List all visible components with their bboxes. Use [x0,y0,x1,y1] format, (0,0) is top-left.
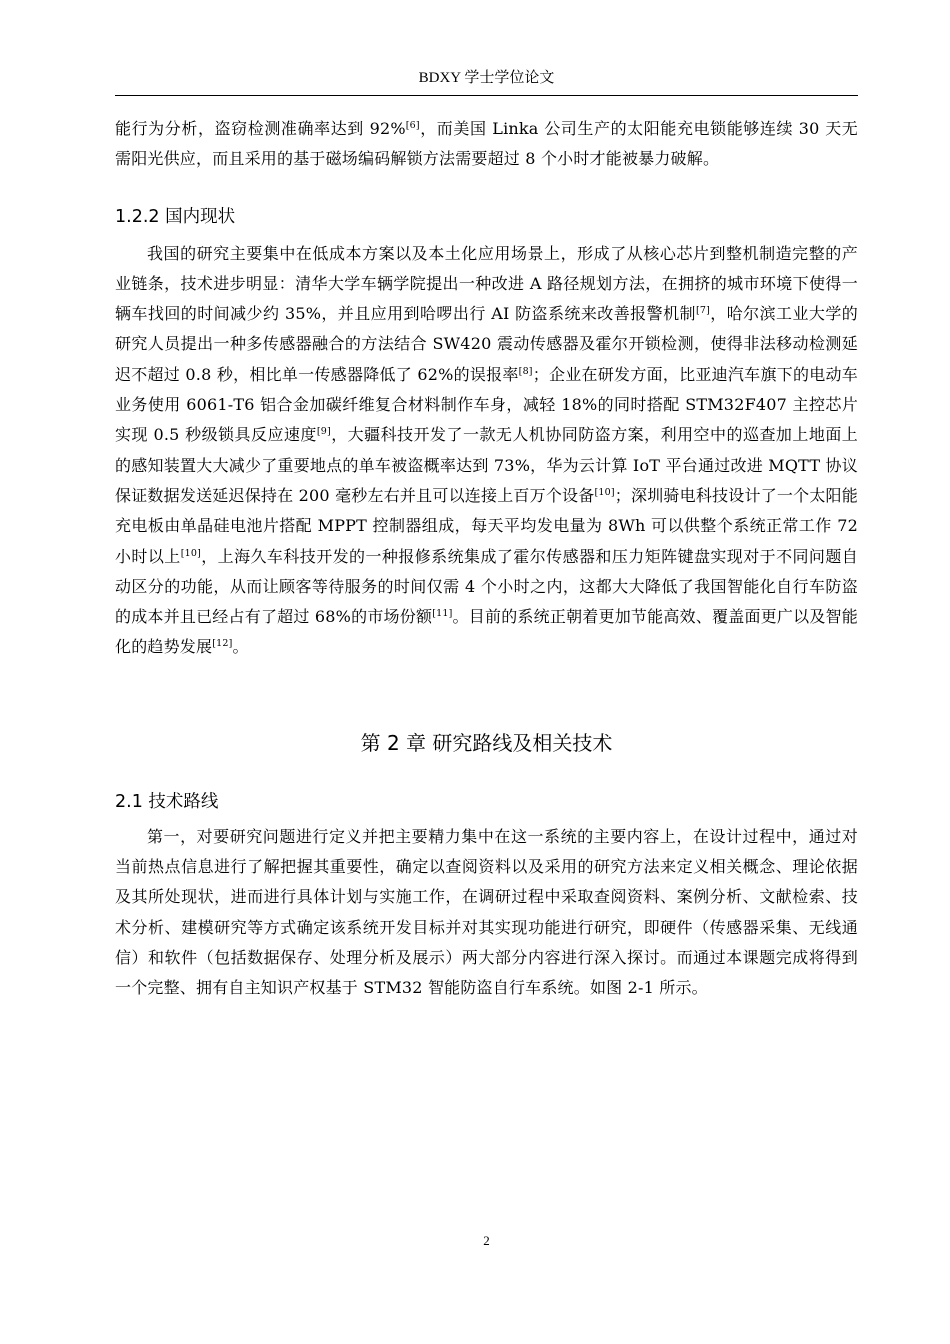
citation: [10] [180,547,202,559]
page-body [115,114,858,1004]
paragraph-domestic-status: 我国的研究主要集中在低成本方案以及本土化应用场景上，形成了从核心芯片到整机制造完整的产业链条，技术进步明显：清华大学车辆学院提出一种改进 A 路径规划方法，在拥挤的城市环境下使得一辆车找回的时间减少约 35%，并且应用到哈啰出行 AI 防盗系统来改善报警机制[7]，哈尔滨工业大学的研究人员提出一种多传感器融合的方法结合 SW420 震动传感器及霍尔开锁检测，使得非法移动检测延迟不超过 0.8 秒，相比单一传感器降低了 62%的误报率[8]；企业在研发方面，比亚迪汽车旗下的电动车业务使用 6061-T6 铝合金加碳纤维复合材料制作车身，减轻 18%的同时搭配 STM32F407 主控芯片实现 0.5 秒级锁具反应速度[9]，大疆科技开发了一款无人机协同防盗方案，利用空中的巡查加上地面上的感知装置大大减少了重要地点的单车被盗概率达到 73%，华为云计算 IoT 平台通过改进 MQTT 协议保证数据发送延迟保持在 200 毫秒左右并且可以连接上百万个设备[10]；深圳骑电科技设计了一个太阳能充电板由单晶硅电池片搭配 MPPT 控制器组成，每天平均发电量为 8Wh 可以供整个系统正常工作 72 小时以上[10]，上海久车科技开发的一种报修系统集成了霍尔传感器和压力矩阵键盘实现对于不同问题自动区分的功能，从而让顾客等待服务的时间仅需 4 个小时之内，这都大大降低了我国智能化自行车防盗的成本并且已经占有了超过 68%的市场份额[11]。目前的系统正朝着更加节能高效、覆盖面更广以及智能化的趋势发展[12]。 [115,243,858,657]
chapter-heading-2: 第 2 章 研究路线及相关技术 [360,730,613,755]
section-heading-2-1: 2.1 技术路线 [115,791,219,812]
citation: [11] [432,608,453,620]
citation: [8] [518,365,533,377]
paragraph-technical-route: 第一，对要研究问题进行定义并把主要精力集中在这一系统的主要内容上，在设计过程中，通过对当前热点信息进行了解把握其重要性，确定以查阅资料以及采用的研究方法来定义相关概念、理论依据及其所处现状，进而进行具体计划与实施工作，在调研过程中采取查阅资料、案例分析、文献检索、技术分析、建模研究等方式确定该系统开发目标并对其实现功能进行研究，即硬件（传感器采集、无线通信）和软件（包括数据保存、处理分析及展示）两大部分内容进行深入探讨。而通过本课题完成将得到一个完整、拥有自主知识产权基于 STM32 智能防盗自行车系统。如图 2-1 所示。 [115,826,858,998]
citation: [9] [316,426,331,438]
citation: [6] [405,120,420,131]
citation: [12] [212,638,233,650]
page-number: 2 [483,1233,490,1248]
section-heading-1-2-2: 1.2.2 国内现状 [115,206,236,227]
citation: [7] [695,305,711,317]
page-header: BDXY 学士学位论文 [418,70,555,86]
header-rule [115,95,858,96]
citation: [10] [594,486,615,498]
paragraph-foreign-status-continued: 能行为分析，盗窃检测准确率达到 92%[6]，而美国 Linka 公司生产的太阳能充电锁能够连续 30 天无需阳光供应，而且采用的基于磁场编码解锁方法需要超过 8 个小时才能被暴力破解。 [115,119,858,169]
